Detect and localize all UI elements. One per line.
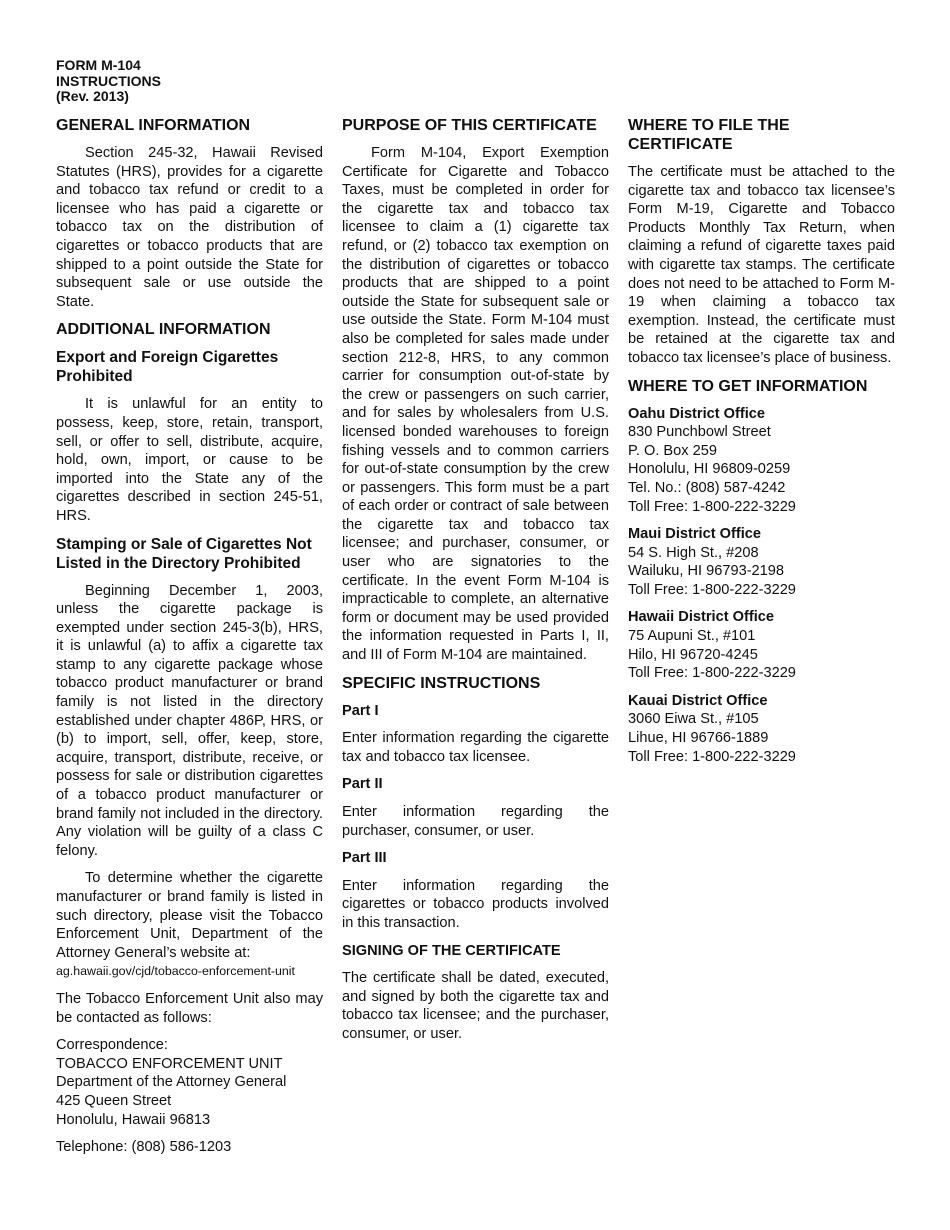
kauai-line3: Toll Free: 1-800-222-3229 <box>628 748 796 765</box>
part2-text: Enter information regarding the purchaser, consumer, or user. <box>342 804 609 839</box>
correspondence-line3: 425 Queen Street <box>56 1092 172 1109</box>
kauai-office-name: Kauai District Office <box>628 692 768 709</box>
stamping-text: Beginning December 1, 2003, unless the cigarette package is exempted under section 245-3(b), HRS, it is unlawful (a) to affix a cigarette tax stamp to any cigarette package whose tobacco product manufacturer or brand family is not listed in the directory established under chapter 486P, HRS, or (b) to import, sell, offer, keep, store, acquire, transport, distribute, receive, or possess for sale or distribution cigarettes of a tobacco product manufacturer or brand family not included in the directory. Any violation will be guilty of a class C felony. <box>56 582 323 859</box>
part1-label: Part I <box>342 702 379 719</box>
kauai-line1: 3060 Eiwa St., #105 <box>628 711 759 728</box>
correspondence-line1: TOBACCO ENFORCEMENT UNIT <box>56 1055 283 1072</box>
correspondence-line2: Department of the Attorney General <box>56 1074 287 1091</box>
hawaii-office-name: Hawaii District Office <box>628 609 774 626</box>
oahu-line1: 830 Punchbowl Street <box>628 424 771 441</box>
contact-text: The Tobacco Enforcement Unit also may be contacted as follows: <box>56 990 323 1026</box>
tobacco-unit-url: ag.hawaii.gov/cjd/tobacco-enforcement-unit <box>56 964 295 979</box>
part2-label: Part II <box>342 776 383 793</box>
hawaii-line3: Toll Free: 1-800-222-3229 <box>628 665 796 682</box>
general-information-heading: GENERAL INFORMATION <box>56 117 251 134</box>
part3-label: Part III <box>342 850 387 867</box>
general-information-text: Section 245-32, Hawaii Revised Statutes (HRS), provides for a cigarette and tobacco tax refund or credit to a licensee who has paid a cigarette or tobacco tax on the distribution of cigarettes or tobacco products that are shipped to a point outside the State for subsequent sale or use outside the State. <box>56 145 323 310</box>
signing-text: The certificate shall be dated, executed, and signed by both the cigarette tax and tobacco tax licensee; and the purchaser, consumer, or user. <box>342 970 609 1042</box>
where-to-get-information-heading: WHERE TO GET INFORMATION <box>628 377 868 395</box>
kauai-line2: Lihue, HI 96766-1889 <box>628 730 769 747</box>
oahu-line2: P. O. Box 259 <box>628 442 717 459</box>
where-to-file-heading: WHERE TO FILE THE CERTIFICATE <box>628 117 790 153</box>
export-heading: Export and Foreign Cigarettes Prohibited <box>56 349 279 386</box>
hawaii-line2: Hilo, HI 96720-4245 <box>628 646 758 663</box>
kauai-office <box>628 692 895 766</box>
hawaii-line1: 75 Aupuni St., #101 <box>628 628 756 645</box>
telephone: Telephone: (808) 586-1203 <box>56 1139 232 1156</box>
column-middle <box>342 116 609 1053</box>
part3-text: Enter information regarding the cigarettes or tobacco products involved in this transaction. <box>342 877 609 931</box>
maui-line1: 54 S. High St., #208 <box>628 544 759 561</box>
signing-heading: SIGNING OF THE CERTIFICATE <box>342 942 561 959</box>
oahu-office-name: Oahu District Office <box>628 405 766 422</box>
determine-sentence: To determine whether the cigarette manufacturer or brand family is listed in such directory, please visit the Tobacco Enforcement Unit, Department of the Attorney General’s website at: <box>56 870 323 961</box>
form-revision: (Rev. 2013) <box>56 88 129 104</box>
oahu-line4: Tel. No.: (808) 587-4242 <box>628 479 786 496</box>
column-left <box>56 116 323 1166</box>
column-right <box>628 116 895 775</box>
part1-text: Enter information regarding the cigarette tax and tobacco tax licensee. <box>342 730 609 765</box>
export-text: It is unlawful for an entity to possess, keep, store, retain, transport, sell, or offer to sell, distribute, acquire, hold, own, import, or cause to be imported into the State any of the cigarettes described in section 245-51, HRS. <box>56 396 323 524</box>
hawaii-office <box>628 608 895 682</box>
form-subtitle: INSTRUCTIONS <box>56 72 161 89</box>
maui-line2: Wailuku, HI 96793-2198 <box>628 563 785 580</box>
oahu-line5: Toll Free: 1-800-222-3229 <box>628 498 796 515</box>
where-to-file-text: The certificate must be attached to the cigarette tax and tobacco tax licensee’s Form M-19, Cigarette and Tobacco Products Monthly Tax Return, when claiming a refund of cigarette taxes paid with cigarette tax stamps. The certificate does not need to be attached to Form M-19 when claiming a tobacco tax exemption. Instead, the certificate must be retained at the cigarette tax and tobacco tax licensee’s place of business. <box>628 164 895 366</box>
correspondence-line4: Honolulu, Hawaii 96813 <box>56 1111 211 1128</box>
determine-text <box>56 869 323 962</box>
purpose-text: Form M-104, Export Exemption Certificate for Cigarette and Tobacco Taxes, must be completed in order for the cigarette tax and tobacco tax licensee to claim a (1) cigarette tax refund, or (2) tobacco tax exemption on the distribution of cigarettes or tobacco products that are shipped to a point outside the State for subsequent sale or use outside the State. Form M-104 must also be completed for sales made under section 212-8, HRS, to any common carrier for consumption out-of-state by the crew or passengers on such carrier, and for sales by wholesalers from U.S. licensed bonded warehouses to foreign fishing vessels and to common carriers for out-of-state consumption by the crew or passengers. This form must be a part of each order or contract of sale between the cigarette tax and tobacco tax licensee; and purchaser, consumer, or user who are signatories to the certificate. In the event Form M-104 is impracticable to complete, an alternative form or document may be used provided the information requested in Parts I, II, and III of Form M-104 are maintained. <box>342 145 609 664</box>
correspondence-label: Correspondence: <box>56 1037 168 1054</box>
purpose-heading: PURPOSE OF THIS CERTIFICATE <box>342 117 597 134</box>
form-number: FORM M-104 <box>56 57 141 73</box>
correspondence-address <box>56 1036 323 1129</box>
form-header <box>56 58 894 105</box>
maui-office-name: Maui District Office <box>628 526 761 543</box>
oahu-line3: Honolulu, HI 96809-0259 <box>628 461 791 478</box>
specific-instructions-heading: SPECIFIC INSTRUCTIONS <box>342 674 541 692</box>
instructions-page <box>56 58 894 1208</box>
additional-information-heading: ADDITIONAL INFORMATION <box>56 321 271 339</box>
oahu-office <box>628 405 895 517</box>
maui-office <box>628 525 895 599</box>
stamping-heading: Stamping or Sale of Cigarettes Not Listed in the Directory Prohibited <box>56 535 312 572</box>
maui-line3: Toll Free: 1-800-222-3229 <box>628 581 796 598</box>
